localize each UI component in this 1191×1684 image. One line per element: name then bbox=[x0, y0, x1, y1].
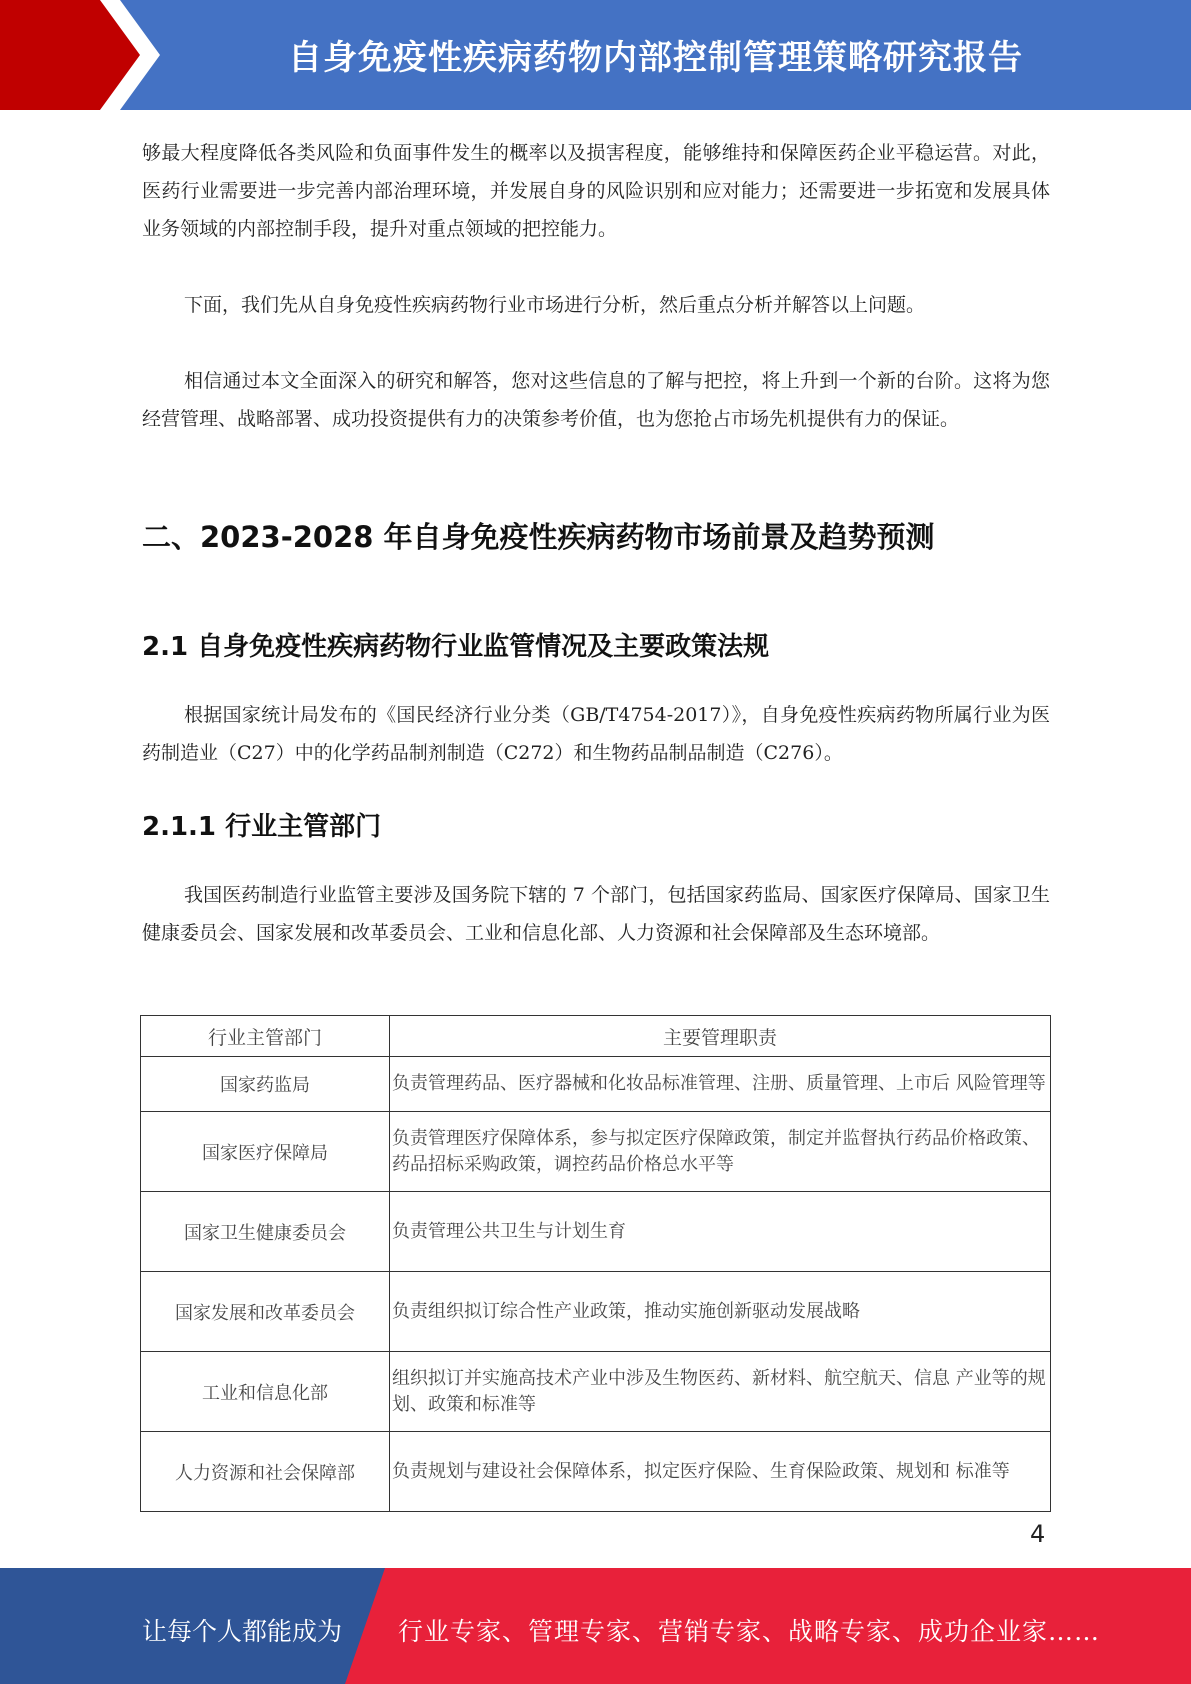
intro-paragraph-3: 相信通过本文全面深入的研究和解答，您对这些信息的了解与把控，将上升到一个新的台阶。这将为您经营管理、战略部署、成功投资提供有力的决策参考价值，也为您抢占市场先机提供有力的保证。 bbox=[142, 370, 1050, 430]
table-row bbox=[141, 1272, 1051, 1352]
table-cell-department: 工业和信息化部 bbox=[141, 1352, 390, 1432]
subsection-2-1-paragraph: 根据国家统计局发布的《国民经济行业分类（GB/T4754-2017）》，自身免疫性疾病药物所属行业为医药制造业（C27）中的化学药品制剂制造（C272）和生物药品制品制造（C276）。 bbox=[142, 704, 1050, 764]
footer-banner bbox=[0, 1568, 1191, 1684]
table-cell-duty: 负责组织拟订综合性产业政策，推动实施创新驱动发展战略 bbox=[390, 1272, 1051, 1352]
footer-slogan-left: 让每个人都能成为 bbox=[142, 1617, 343, 1646]
intro-paragraph-1: 够最大程度降低各类风险和负面事件发生的概率以及损害程度，能够维持和保障医药企业平稳运营。对此，医药行业需要进一步完善内部治理环境，并发展自身的风险识别和应对能力；还需要进一步拓宽和发展具体业务领域的内部控制手段，提升对重点领域的把控能力。 bbox=[142, 142, 1050, 240]
report-title: 自身免疫性疾病药物内部控制管理策略研究报告 bbox=[288, 38, 1023, 78]
table-cell-department: 人力资源和社会保障部 bbox=[141, 1432, 390, 1512]
table-row bbox=[141, 1057, 1051, 1112]
intro-paragraph-2: 下面，我们先从自身免疫性疾病药物行业市场进行分析，然后重点分析并解答以上问题。 bbox=[184, 294, 926, 316]
table-header-department: 行业主管部门 bbox=[141, 1016, 390, 1057]
table-cell-duty: 负责管理药品、医疗器械和化妆品标准管理、注册、质量管理、上市后 风险管理等 bbox=[390, 1057, 1051, 1112]
department-duty-table bbox=[140, 1015, 1051, 1512]
header-banner bbox=[0, 0, 1191, 110]
table-cell-duty: 组织拟订并实施高技术产业中涉及生物医药、新材料、航空航天、信息 产业等的规划、政策和标准等 bbox=[390, 1352, 1051, 1432]
table-header-row bbox=[141, 1016, 1051, 1057]
table-row bbox=[141, 1192, 1051, 1272]
subsection-heading-2-1: 2.1 自身免疫性疾病药物行业监管情况及主要政策法规 bbox=[142, 632, 770, 662]
table-cell-duty: 负责规划与建设社会保障体系，拟定医疗保险、生育保险政策、规划和 标准等 bbox=[390, 1432, 1051, 1512]
subsection-2-1-1-paragraph: 我国医药制造行业监管主要涉及国务院下辖的 7 个部门，包括国家药监局、国家医疗保障局、国家卫生健康委员会、国家发展和改革委员会、工业和信息化部、人力资源和社会保障部及生态环境部。 bbox=[142, 884, 1050, 944]
section-heading: 二、2023-2028 年自身免疫性疾病药物市场前景及趋势预测 bbox=[142, 520, 935, 554]
table-cell-department: 国家药监局 bbox=[141, 1057, 390, 1112]
table-row bbox=[141, 1112, 1051, 1192]
table-row bbox=[141, 1432, 1051, 1512]
table-cell-department: 国家发展和改革委员会 bbox=[141, 1272, 390, 1352]
page-number: 4 bbox=[1030, 1520, 1046, 1548]
table-cell-duty: 负责管理医疗保障体系，参与拟定医疗保障政策，制定并监督执行药品价格政策、药品招标采购政策，调控药品价格总水平等 bbox=[390, 1112, 1051, 1192]
subsection-heading-2-1-1: 2.1.1 行业主管部门 bbox=[142, 812, 382, 842]
table-row bbox=[141, 1352, 1051, 1432]
footer-slogan-right: 行业专家、管理专家、营销专家、战略专家、成功企业家…… bbox=[398, 1617, 1101, 1646]
table-cell-department: 国家医疗保障局 bbox=[141, 1112, 390, 1192]
table-cell-duty: 负责管理公共卫生与计划生育 bbox=[390, 1192, 1051, 1272]
table-cell-department: 国家卫生健康委员会 bbox=[141, 1192, 390, 1272]
table-header-duty: 主要管理职责 bbox=[390, 1016, 1051, 1057]
